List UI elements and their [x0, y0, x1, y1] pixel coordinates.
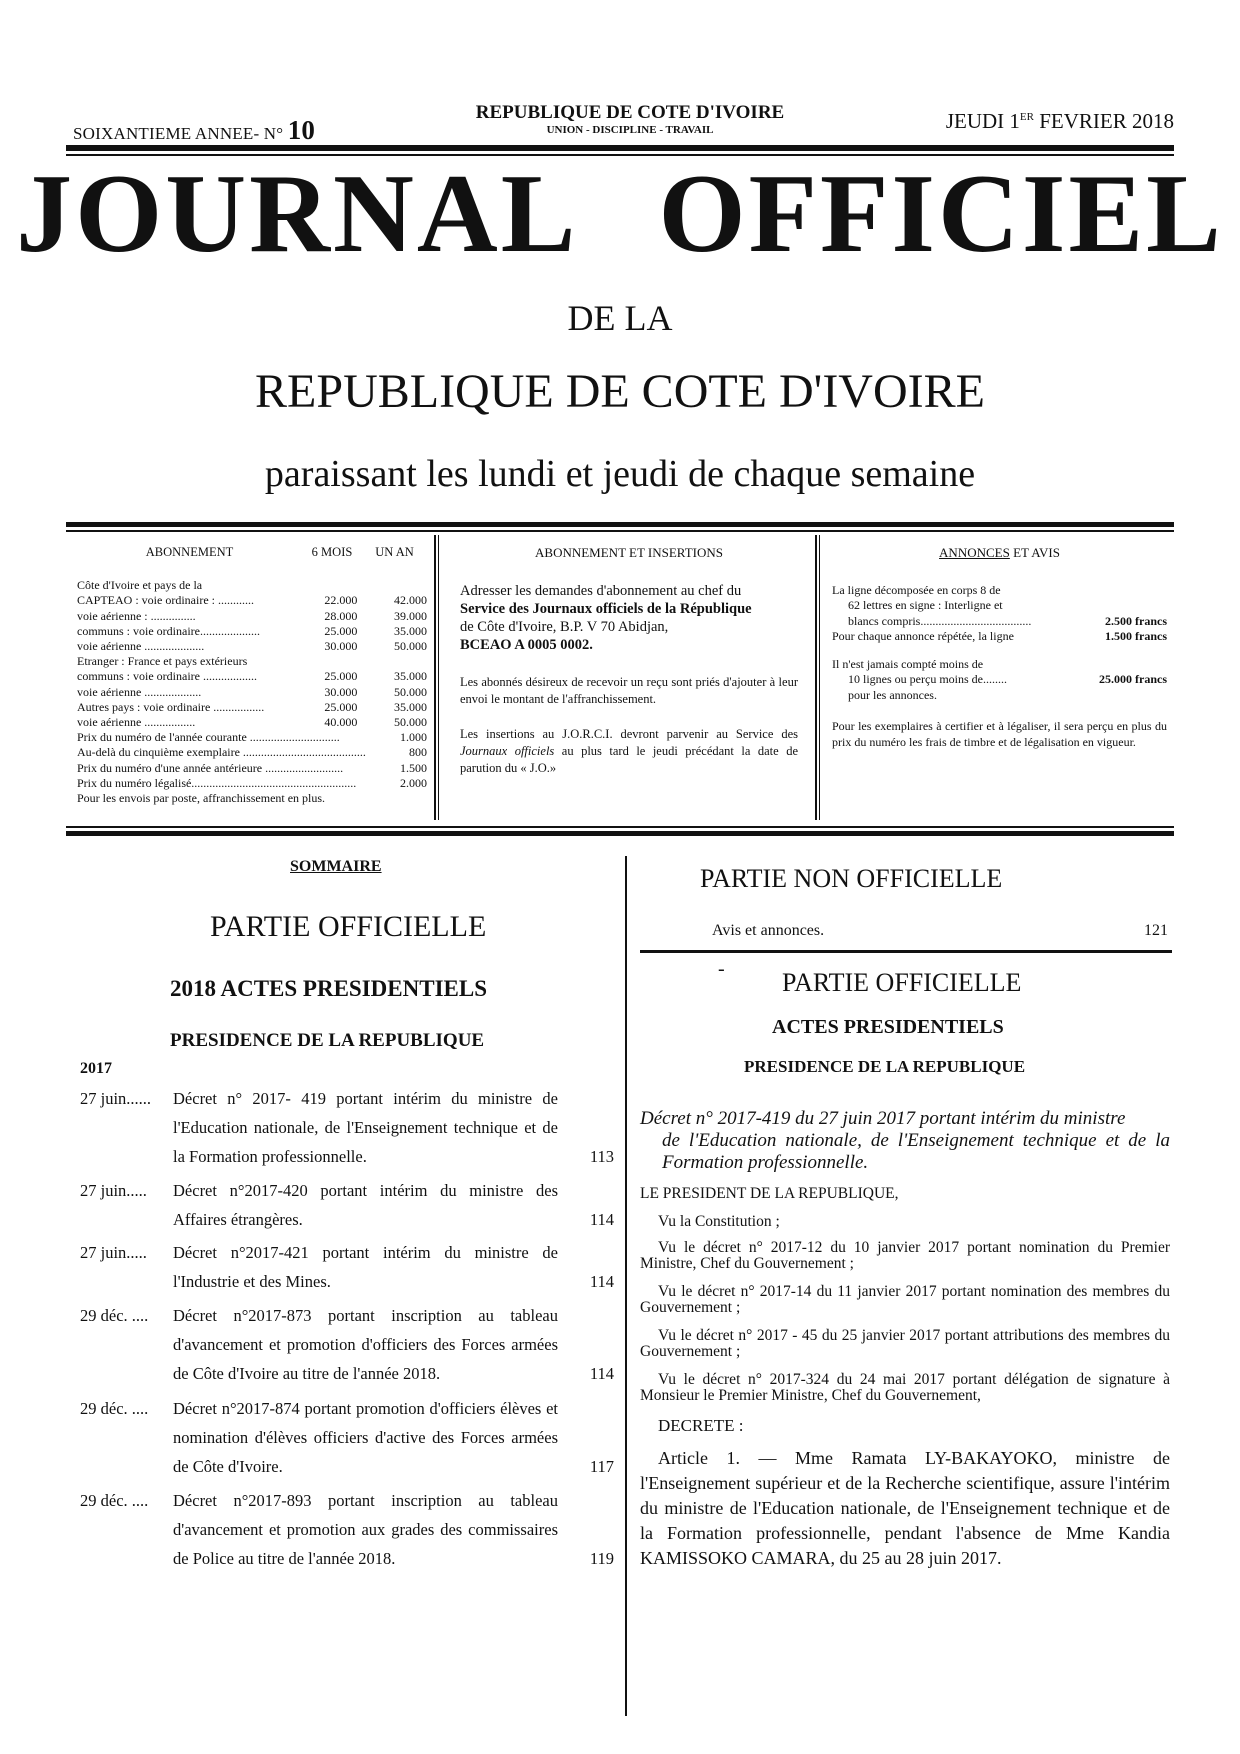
insertions-note-b: Journaux officiels — [460, 744, 555, 759]
rate-value: 50.000 — [394, 715, 427, 730]
annonces-line-3: blancs compris..................................... — [848, 613, 1032, 628]
rate-value: 40.000 — [324, 715, 358, 730]
rate-value — [357, 578, 427, 593]
avis-entry — [712, 922, 1168, 940]
masthead-frequency: paraissant les lundi et jeudi de chaque semaine — [264, 453, 976, 495]
toc-year: 2017 — [80, 1060, 112, 1077]
insertions-address — [460, 582, 798, 654]
annonces-column — [832, 545, 1167, 750]
masthead-title — [0, 152, 1240, 276]
right-rule — [640, 950, 1172, 953]
presidence-left: PRESIDENCE DE LA REPUBLIQUE — [170, 1030, 485, 1051]
rate-value: 39.000 — [394, 608, 427, 623]
rate-value: 25.000 — [324, 623, 358, 638]
rate-label: voie aérienne ................... — [77, 684, 202, 699]
extra-row — [77, 745, 427, 760]
rate-label: Autres pays : voie ordinaire ................. — [77, 699, 265, 714]
rate-value: 35.000 — [394, 699, 427, 714]
annonces-line-1: La ligne décomposée en corps 8 de — [832, 582, 1001, 597]
toc-date: 27 juin..... — [80, 1181, 147, 1200]
article-1: Article 1. — Mme Ramata LY-BAKAYOKO, ministre de l'Enseignement supérieur et de la Recherche scientifique, assure l'intérim du ministre de l'Education nationale, de l'Enseignement technique et de la Formation professionnelle, pendant l'absence de Mme Kandia KAMISSOKO CAMARA, du 25 au 28 juin 2017. — [640, 1448, 1170, 1568]
extra-row — [77, 761, 427, 776]
box-divider-2a — [815, 535, 817, 820]
abonnement-column — [77, 545, 427, 806]
avis-title: Avis et annonces. — [712, 922, 825, 939]
rate-row — [77, 624, 427, 639]
sommaire-title: SOMMAIRE — [290, 858, 382, 875]
actes-presidentiels-left: 2018 ACTES PRESIDENTIELS — [170, 976, 487, 1001]
abonnement-extras — [77, 730, 427, 806]
issue-label — [73, 115, 315, 146]
toc-page: 114 — [589, 1272, 614, 1291]
address-line-4: BCEAO A 0005 0002. — [460, 637, 593, 654]
issue-date — [946, 109, 1174, 134]
issue-number: 10 — [287, 115, 316, 145]
avis-page: 121 — [1144, 922, 1168, 939]
toc-date: 27 juin...... — [80, 1089, 152, 1108]
box-divider-1b — [438, 535, 439, 820]
rate-label: voie aérienne ................. — [77, 715, 196, 730]
address-line-1: Adresser les demandes d'abonnement au chef du — [460, 583, 742, 600]
annonces-line-2: 62 lettres en signe : Interligne et — [848, 598, 1003, 612]
rate-value — [309, 654, 357, 669]
insertions-header: ABONNEMENT ET INSERTIONS — [535, 545, 723, 560]
rate-row — [77, 639, 427, 654]
address-line-3: de Côte d'Ivoire, B.P. V 70 Abidjan, — [460, 619, 669, 636]
extra-value: 2.000 — [400, 775, 427, 790]
rate-label: voie aérienne .................... — [77, 639, 205, 654]
rate-label: communs : voie ordinaire.................... — [77, 623, 260, 638]
rate-value: 42.000 — [394, 593, 427, 608]
dash-mark: - — [718, 958, 725, 980]
partie-non-officielle: PARTIE NON OFFICIELLE — [700, 864, 1003, 893]
annonces-legal-note: Pour les exemplaires à certifier et à légaliser, il sera perçu en plus du prix du numéro les frais de timbre et de légalisation en vigueur. — [832, 719, 1167, 749]
rate-row — [77, 700, 427, 715]
extra-label: Pour les envois par poste, affranchissement en plus. — [77, 791, 326, 806]
abonnement-rates — [77, 578, 427, 730]
toc-date: 27 juin..... — [80, 1243, 147, 1262]
toc-title: Décret n°2017-893 portant inscription au tableau d'avancement et promotion aux grades des commissaires de Police au titre de l'année 2018. — [173, 1491, 558, 1568]
extra-label: Prix du numéro d'une année antérieure .......................... — [77, 760, 344, 775]
rate-value: 35.000 — [394, 669, 427, 684]
extra-label: Prix du numéro de l'année courante .............................. — [77, 730, 340, 745]
box-top-rule — [66, 522, 1174, 527]
toc-title: Décret n°2017-420 portant intérim du ministre des Affaires étrangères. — [173, 1181, 558, 1229]
vu-decret-1: Vu le décret n° 2017-12 du 10 janvier 2017 portant nomination du Premier Ministre, Chef du Gouvernement ; — [640, 1239, 1170, 1272]
rate-value: 50.000 — [394, 684, 427, 699]
masthead-word-1: JOURNAL — [16, 152, 579, 276]
toc-title: Décret n°2017-874 portant promotion d'officiers élèves et nomination d'élèves officiers d'active des Forces armées de Côte d'Ivoire. — [173, 1399, 558, 1476]
extra-value: 1.500 — [400, 760, 427, 775]
rate-row — [77, 609, 427, 624]
date-sup: ER — [1019, 111, 1034, 123]
president-line: LE PRESIDENT DE LA REPUBLIQUE, — [640, 1185, 899, 1202]
insertions-column — [460, 545, 798, 777]
rate-value: 35.000 — [394, 623, 427, 638]
header-rule — [66, 145, 1174, 151]
toc-title: Décret n°2017-873 portant inscription au tableau d'avancement et promotion d'officiers des Forces armées de Côte d'Ivoire au titre de l'année 2018. — [173, 1306, 558, 1383]
rate-value: 30.000 — [324, 684, 358, 699]
year-label: SOIXANTIEME ANNEE- N° — [73, 124, 284, 143]
box-divider-1a — [434, 535, 436, 820]
annonces-line-5: Il n'est jamais compté moins de — [832, 656, 984, 671]
box-bottom-rule — [66, 831, 1174, 836]
toc-page: 113 — [589, 1147, 614, 1166]
address-line-2: Service des Journaux officiels de la République — [460, 601, 752, 618]
toc-title: Décret n° 2017- 419 portant intérim du ministre de l'Education nationale, de l'Enseignement technique et de la Formation professionnelle. — [173, 1089, 558, 1166]
rate-row — [77, 715, 427, 730]
masthead-republic: REPUBLIQUE DE COTE D'IVOIRE — [255, 365, 985, 418]
receipt-note: Les abonnés désireux de recevoir un reçu sont priés d'ajouter à leur envoi le montant de l'affranchissement. — [460, 675, 798, 707]
vu-decret-4: Vu le décret n° 2017-324 du 24 mai 2017 portant délégation de signature à Monsieur le Premier Ministre, Chef du Gouvernement, — [640, 1371, 1170, 1404]
column-divider — [625, 856, 627, 1716]
extra-row — [77, 791, 427, 806]
masthead-word-2: OFFICIEL — [658, 152, 1224, 276]
annonces-line-7: pour les annonces. — [848, 687, 937, 702]
extra-label: Au-delà du cinquième exemplaire ......................................... — [77, 745, 366, 760]
actes-presidentiels-right: ACTES PRESIDENTIELS — [772, 1016, 1004, 1038]
insertions-note-a: Les insertions au J.O.R.C.I. devront parvenir au Service des — [460, 727, 798, 742]
vu-constitution: Vu la Constitution ; — [658, 1213, 780, 1230]
rate-value — [309, 578, 357, 593]
insertions-note — [460, 726, 798, 777]
annonces-price-3: 25.000 francs — [1099, 672, 1167, 686]
toc-date: 29 déc. .... — [80, 1491, 149, 1510]
decrete-label: DECRETE : — [658, 1416, 744, 1435]
partie-officielle-left: PARTIE OFFICIELLE — [210, 910, 487, 943]
vu-decret-2: Vu le décret n° 2017-14 du 11 janvier 2017 portant nomination des membres du Gouvernement ; — [640, 1283, 1170, 1316]
un-an-header: UN AN — [375, 545, 414, 559]
decret-title-line-1: Décret n° 2017-419 du 27 juin 2017 portant intérim du ministre — [640, 1108, 1126, 1129]
box-bottom-rule-thin — [66, 826, 1174, 828]
extra-row — [77, 776, 427, 791]
rate-row — [77, 685, 427, 700]
rate-label: Etranger : France et pays extérieurs — [77, 654, 248, 669]
rate-row — [77, 669, 427, 684]
partie-officielle-right: PARTIE OFFICIELLE — [782, 968, 1022, 997]
annonces-price-1: 2.500 francs — [1105, 613, 1167, 628]
rate-label: CAPTEAO : voie ordinaire : ............ — [77, 593, 254, 608]
annonces-line-4: Pour chaque annonce répétée, la ligne — [832, 629, 1014, 643]
toc-date: 29 déc. .... — [80, 1306, 149, 1325]
six-mois-header: 6 MOIS — [311, 545, 353, 559]
rate-label: voie aérienne : ............... — [77, 608, 196, 623]
rate-value: 50.000 — [394, 639, 427, 654]
extra-row — [77, 730, 427, 745]
annonces-header-a: ANNONCES — [939, 545, 1010, 560]
rate-value: 30.000 — [324, 639, 358, 654]
rate-row — [77, 654, 427, 669]
box-divider-2b — [819, 535, 820, 820]
motto: UNION - DISCIPLINE - TRAVAIL — [546, 124, 714, 136]
date-prefix: JEUDI 1 — [945, 109, 1020, 133]
abonnement-header: ABONNEMENT — [145, 545, 234, 559]
rate-value: 28.000 — [324, 608, 358, 623]
extra-value: 800 — [409, 745, 427, 760]
date-suffix: FEVRIER 2018 — [1033, 109, 1174, 133]
rate-label: communs : voie ordinaire .................. — [77, 669, 257, 684]
annonces-line-6: 10 lignes ou perçu moins de........ — [848, 672, 1007, 686]
toc-page: 117 — [589, 1457, 614, 1476]
insertions-note-c: au plus tard le jeudi précédant la date de parution du « J.O.» — [460, 744, 798, 776]
annonces-header-b: ET AVIS — [1013, 545, 1060, 560]
rate-row — [77, 593, 427, 608]
annonces-header — [832, 545, 1167, 561]
toc-date: 29 déc. .... — [80, 1399, 149, 1418]
rate-value: 25.000 — [324, 699, 358, 714]
decret-title-line-2: de l'Education nationale, de l'Enseignement technique et de la Formation professionnelle. — [662, 1130, 1170, 1173]
masthead-de-la: DE LA — [567, 298, 673, 338]
extra-value — [367, 791, 427, 806]
box-top-rule-thin — [66, 530, 1174, 532]
annonces-price-2: 1.500 francs — [1105, 629, 1167, 643]
rate-value: 22.000 — [324, 593, 358, 608]
decret-title — [640, 1108, 1170, 1174]
rate-value — [357, 654, 427, 669]
toc-page: 119 — [589, 1549, 614, 1568]
toc-page: 114 — [589, 1364, 614, 1383]
rate-value: 25.000 — [324, 669, 358, 684]
vu-decret-3: Vu le décret n° 2017 - 45 du 25 janvier 2017 portant attributions des membres du Gouvernement ; — [640, 1327, 1170, 1360]
republic-name: REPUBLIQUE DE COTE D'IVOIRE — [475, 102, 785, 123]
extra-label: Prix du numéro légalisé....................................................... — [77, 775, 357, 790]
toc-title: Décret n°2017-421 portant intérim du ministre de l'Industrie et des Mines. — [173, 1243, 558, 1291]
toc-page: 114 — [589, 1210, 614, 1229]
extra-value: 1.000 — [400, 730, 427, 745]
rate-row — [77, 578, 427, 593]
republic-header — [450, 102, 810, 136]
rate-label: Côte d'Ivoire et pays de la — [77, 578, 203, 593]
presidence-right: PRESIDENCE DE LA REPUBLIQUE — [744, 1057, 1026, 1076]
